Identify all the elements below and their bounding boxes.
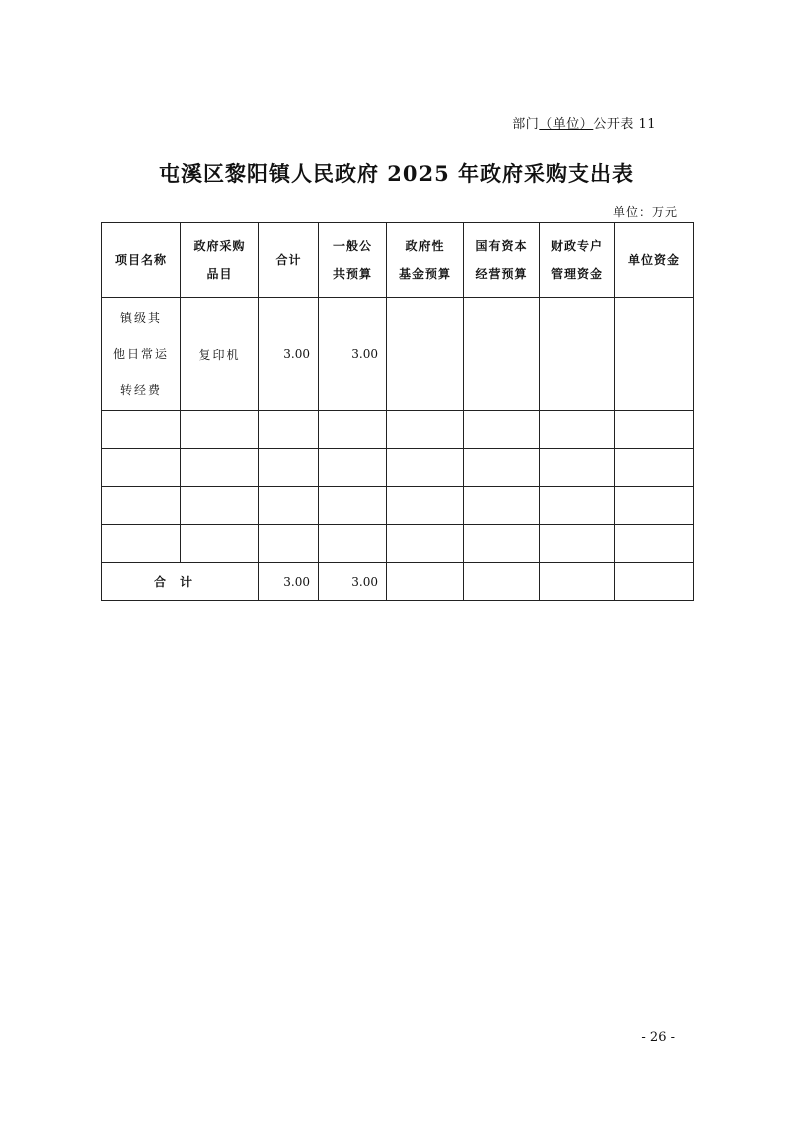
- empty-cell: [540, 525, 615, 563]
- empty-cell: [540, 563, 615, 601]
- table-row: [102, 411, 694, 449]
- empty-cell: [464, 487, 540, 525]
- project-name-cell: 镇级其 他日常运 转经费: [102, 298, 181, 411]
- page-title: 屯溪区黎阳镇人民政府 2025 年政府采购支出表: [158, 161, 635, 186]
- page-number: - 26 -: [641, 1030, 675, 1045]
- empty-cell: [615, 525, 694, 563]
- empty-cell: [102, 487, 181, 525]
- government-fund-cell: [387, 298, 464, 411]
- empty-cell: [464, 525, 540, 563]
- header-procurement-item: 政府采购 品目: [181, 223, 259, 298]
- header-total: 合计: [259, 223, 319, 298]
- empty-cell: [181, 411, 259, 449]
- empty-cell: [102, 525, 181, 563]
- empty-cell: [102, 449, 181, 487]
- general-budget-cell: 3.00: [319, 298, 387, 411]
- empty-cell: [615, 449, 694, 487]
- state-capital-cell: [464, 298, 540, 411]
- empty-cell: [387, 525, 464, 563]
- table-row: [102, 298, 694, 411]
- empty-cell: [615, 487, 694, 525]
- empty-cell: [259, 449, 319, 487]
- header-government-fund: 政府性 基金预算: [387, 223, 464, 298]
- header-state-capital: 国有资本 经营预算: [464, 223, 540, 298]
- table-row: [102, 487, 694, 525]
- empty-cell: [181, 487, 259, 525]
- empty-cell: [259, 487, 319, 525]
- form-number-unit: （单位）: [539, 117, 594, 132]
- empty-cell: [615, 411, 694, 449]
- empty-cell: [319, 525, 387, 563]
- empty-cell: [181, 449, 259, 487]
- empty-cell: [181, 525, 259, 563]
- empty-cell: [615, 563, 694, 601]
- total-cell: 3.00: [259, 298, 319, 411]
- empty-cell: [387, 487, 464, 525]
- header-project-name: 项目名称: [102, 223, 181, 298]
- total-sum-cell: 3.00: [259, 563, 319, 601]
- form-number-prefix: 部门: [512, 117, 540, 132]
- total-label: 合计: [102, 563, 259, 601]
- empty-cell: [387, 563, 464, 601]
- empty-cell: [259, 411, 319, 449]
- procurement-item-cell: 复印机: [181, 298, 259, 411]
- empty-cell: [319, 487, 387, 525]
- empty-cell: [464, 563, 540, 601]
- empty-cell: [540, 411, 615, 449]
- header-general-budget: 一般公 共预算: [319, 223, 387, 298]
- empty-cell: [464, 449, 540, 487]
- form-number: [512, 113, 656, 132]
- procurement-table: [101, 222, 694, 601]
- empty-cell: [319, 449, 387, 487]
- form-number-suffix: 公开表 11: [593, 117, 656, 132]
- unit-fund-cell: [615, 298, 694, 411]
- empty-cell: [319, 411, 387, 449]
- empty-cell: [540, 487, 615, 525]
- table-row: [102, 449, 694, 487]
- header-unit-fund: 单位资金: [615, 223, 694, 298]
- total-general-budget-cell: 3.00: [319, 563, 387, 601]
- empty-cell: [259, 525, 319, 563]
- empty-cell: [387, 449, 464, 487]
- empty-cell: [464, 411, 540, 449]
- empty-cell: [387, 411, 464, 449]
- table-header-row: [102, 223, 694, 298]
- empty-cell: [102, 411, 181, 449]
- table-row: [102, 525, 694, 563]
- empty-cell: [540, 449, 615, 487]
- special-account-cell: [540, 298, 615, 411]
- total-row: [102, 563, 694, 601]
- unit-label: 单位：万元: [612, 205, 678, 219]
- header-special-account: 财政专户 管理资金: [540, 223, 615, 298]
